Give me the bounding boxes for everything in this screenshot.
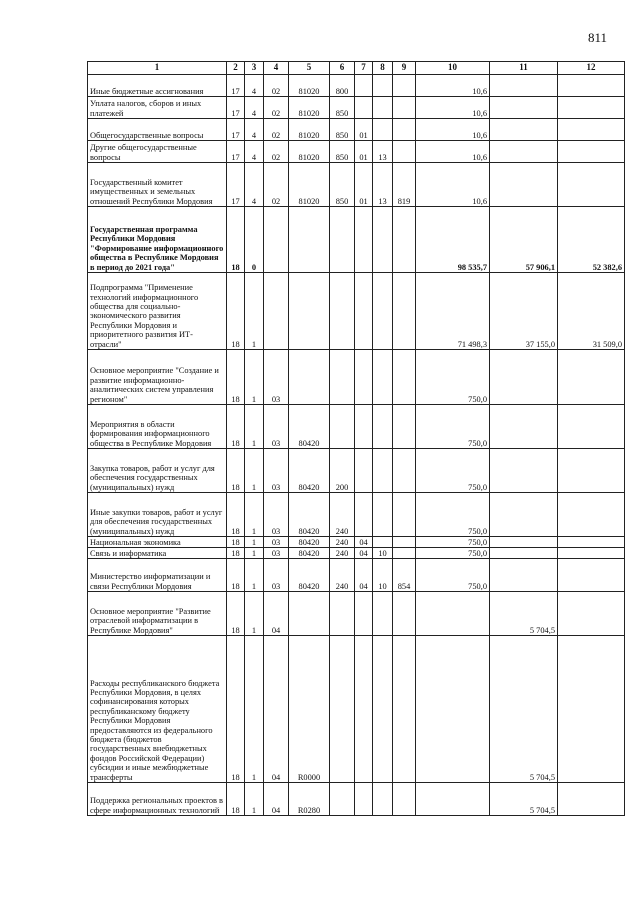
cell-col-8 (373, 537, 393, 548)
cell-col-9 (393, 141, 416, 163)
cell-col-6 (330, 405, 355, 449)
cell-col-8 (373, 119, 393, 141)
cell-col-4: 03 (264, 493, 289, 537)
cell-col-12 (558, 537, 625, 548)
cell-col-10: 750,0 (416, 449, 490, 493)
cell-col-7: 01 (355, 119, 373, 141)
cell-col-12 (558, 163, 625, 207)
cell-col-4: 03 (264, 559, 289, 592)
cell-col-5: 81020 (289, 119, 330, 141)
cell-col-9 (393, 548, 416, 559)
budget-table (87, 61, 625, 816)
cell-col-12 (558, 592, 625, 636)
cell-col-2: 18 (227, 592, 245, 636)
cell-col-12 (558, 559, 625, 592)
table-row (88, 493, 625, 537)
row-name-cell: Государственная программа Республики Мордовия "Формирование информационного общества в Республике Мордовия в период до 2021 года" (88, 207, 227, 273)
cell-col-5: 80420 (289, 405, 330, 449)
cell-col-10: 10,6 (416, 75, 490, 97)
cell-col-7 (355, 273, 373, 350)
cell-col-4: 04 (264, 636, 289, 783)
cell-col-11 (490, 548, 558, 559)
cell-col-4: 02 (264, 75, 289, 97)
cell-col-5 (289, 207, 330, 273)
cell-col-9 (393, 405, 416, 449)
cell-col-8 (373, 783, 393, 816)
cell-col-10: 10,6 (416, 119, 490, 141)
cell-col-11: 37 155,0 (490, 273, 558, 350)
cell-col-2: 17 (227, 141, 245, 163)
column-header-12: 12 (558, 62, 625, 75)
cell-col-7: 01 (355, 141, 373, 163)
row-name-cell: Другие общегосударственные вопросы (88, 141, 227, 163)
cell-col-9 (393, 75, 416, 97)
table-row (88, 636, 625, 783)
row-name-cell: Иные закупки товаров, работ и услуг для обеспечения государственных (муниципальных) нужд (88, 493, 227, 537)
cell-col-10: 10,6 (416, 163, 490, 207)
cell-col-11 (490, 537, 558, 548)
cell-col-6 (330, 783, 355, 816)
cell-col-2: 18 (227, 493, 245, 537)
cell-col-4: 02 (264, 163, 289, 207)
cell-col-2: 18 (227, 548, 245, 559)
cell-col-5 (289, 350, 330, 405)
cell-col-7 (355, 350, 373, 405)
cell-col-11 (490, 559, 558, 592)
cell-col-6: 240 (330, 537, 355, 548)
cell-col-3: 0 (245, 207, 264, 273)
cell-col-6: 850 (330, 141, 355, 163)
row-name-cell: Основное мероприятие "Создание и развитие информационно-аналитических систем управления регионом" (88, 350, 227, 405)
cell-col-10: 10,6 (416, 141, 490, 163)
cell-col-4: 03 (264, 449, 289, 493)
cell-col-2: 17 (227, 75, 245, 97)
cell-col-10 (416, 783, 490, 816)
table-row (88, 273, 625, 350)
cell-col-8 (373, 97, 393, 119)
cell-col-6: 800 (330, 75, 355, 97)
cell-col-9 (393, 592, 416, 636)
cell-col-11 (490, 350, 558, 405)
cell-col-7 (355, 449, 373, 493)
cell-col-8 (373, 350, 393, 405)
cell-col-6: 240 (330, 493, 355, 537)
cell-col-8: 13 (373, 141, 393, 163)
cell-col-5: 81020 (289, 163, 330, 207)
row-name-cell: Национальная экономика (88, 537, 227, 548)
cell-col-2: 18 (227, 783, 245, 816)
cell-col-10: 750,0 (416, 350, 490, 405)
cell-col-7 (355, 783, 373, 816)
cell-col-2: 17 (227, 119, 245, 141)
cell-col-5: 80420 (289, 537, 330, 548)
cell-col-3: 4 (245, 141, 264, 163)
cell-col-3: 1 (245, 636, 264, 783)
column-header-8: 8 (373, 62, 393, 75)
cell-col-10: 750,0 (416, 537, 490, 548)
row-name-cell: Поддержка региональных проектов в сфере информационных технологий (88, 783, 227, 816)
cell-col-12 (558, 783, 625, 816)
cell-col-9 (393, 350, 416, 405)
cell-col-4: 04 (264, 783, 289, 816)
cell-col-4 (264, 273, 289, 350)
cell-col-8 (373, 449, 393, 493)
cell-col-12 (558, 405, 625, 449)
cell-col-9 (393, 493, 416, 537)
table-row (88, 119, 625, 141)
row-name-cell: Уплата налогов, сборов и иных платежей (88, 97, 227, 119)
cell-col-9 (393, 119, 416, 141)
cell-col-9 (393, 449, 416, 493)
table-row (88, 97, 625, 119)
cell-col-11 (490, 449, 558, 493)
cell-col-8 (373, 592, 393, 636)
cell-col-11 (490, 405, 558, 449)
cell-col-12: 31 509,0 (558, 273, 625, 350)
cell-col-10 (416, 636, 490, 783)
table-row (88, 141, 625, 163)
cell-col-7 (355, 405, 373, 449)
cell-col-10: 98 535,7 (416, 207, 490, 273)
cell-col-8 (373, 636, 393, 783)
cell-col-12 (558, 97, 625, 119)
cell-col-12: 52 382,6 (558, 207, 625, 273)
column-header-3: 3 (245, 62, 264, 75)
cell-col-8: 10 (373, 548, 393, 559)
cell-col-3: 1 (245, 592, 264, 636)
cell-col-6: 850 (330, 119, 355, 141)
cell-col-8 (373, 273, 393, 350)
cell-col-7 (355, 592, 373, 636)
cell-col-2: 18 (227, 273, 245, 350)
table-row (88, 559, 625, 592)
cell-col-3: 1 (245, 273, 264, 350)
cell-col-3: 1 (245, 493, 264, 537)
cell-col-11: 5 704,5 (490, 783, 558, 816)
cell-col-3: 4 (245, 119, 264, 141)
cell-col-11 (490, 141, 558, 163)
table-body (88, 75, 625, 816)
cell-col-4: 04 (264, 592, 289, 636)
cell-col-5: 80420 (289, 559, 330, 592)
column-header-10: 10 (416, 62, 490, 75)
column-header-5: 5 (289, 62, 330, 75)
cell-col-8: 10 (373, 559, 393, 592)
cell-col-12 (558, 350, 625, 405)
cell-col-10: 71 498,3 (416, 273, 490, 350)
table-row (88, 163, 625, 207)
row-name-cell: Подпрограмма "Применение технологий информационного общества для социально-экономического развития Республики Мордовия и приоритетного развития ИТ-отрасли" (88, 273, 227, 350)
cell-col-8: 13 (373, 163, 393, 207)
cell-col-11 (490, 493, 558, 537)
cell-col-3: 4 (245, 97, 264, 119)
cell-col-9 (393, 207, 416, 273)
cell-col-3: 1 (245, 548, 264, 559)
cell-col-7: 01 (355, 163, 373, 207)
cell-col-7: 04 (355, 559, 373, 592)
cell-col-3: 4 (245, 75, 264, 97)
cell-col-12 (558, 636, 625, 783)
row-name-cell: Общегосударственные вопросы (88, 119, 227, 141)
cell-col-12 (558, 493, 625, 537)
table-row (88, 405, 625, 449)
cell-col-3: 1 (245, 783, 264, 816)
cell-col-8 (373, 493, 393, 537)
cell-col-9 (393, 783, 416, 816)
cell-col-9 (393, 97, 416, 119)
cell-col-11 (490, 163, 558, 207)
cell-col-2: 18 (227, 559, 245, 592)
cell-col-7 (355, 97, 373, 119)
cell-col-5 (289, 273, 330, 350)
cell-col-10 (416, 592, 490, 636)
cell-col-4: 03 (264, 350, 289, 405)
page-number: 811 (588, 30, 608, 45)
cell-col-11 (490, 97, 558, 119)
cell-col-4: 02 (264, 141, 289, 163)
cell-col-7: 04 (355, 537, 373, 548)
cell-col-5: 81020 (289, 97, 330, 119)
cell-col-3: 1 (245, 537, 264, 548)
cell-col-12 (558, 75, 625, 97)
cell-col-2: 17 (227, 163, 245, 207)
column-header-2: 2 (227, 62, 245, 75)
cell-col-3: 1 (245, 350, 264, 405)
row-name-cell: Иные бюджетные ассигнования (88, 75, 227, 97)
cell-col-6 (330, 350, 355, 405)
table-row (88, 537, 625, 548)
cell-col-10: 750,0 (416, 493, 490, 537)
cell-col-12 (558, 449, 625, 493)
cell-col-12 (558, 141, 625, 163)
cell-col-4: 03 (264, 405, 289, 449)
table-row (88, 783, 625, 816)
cell-col-9 (393, 537, 416, 548)
cell-col-5: R0000 (289, 636, 330, 783)
row-name-cell: Министерство информатизации и связи Республики Мордовия (88, 559, 227, 592)
cell-col-9: 854 (393, 559, 416, 592)
table-row (88, 75, 625, 97)
row-name-cell: Связь и информатика (88, 548, 227, 559)
cell-col-7 (355, 75, 373, 97)
cell-col-3: 4 (245, 163, 264, 207)
cell-col-11: 5 704,5 (490, 636, 558, 783)
cell-col-11 (490, 119, 558, 141)
cell-col-5: 80420 (289, 449, 330, 493)
cell-col-3: 1 (245, 559, 264, 592)
cell-col-8 (373, 75, 393, 97)
cell-col-5: 80420 (289, 493, 330, 537)
row-name-cell: Закупка товаров, работ и услуг для обеспечения государственных (муниципальных) нужд (88, 449, 227, 493)
cell-col-4: 02 (264, 97, 289, 119)
column-header-9: 9 (393, 62, 416, 75)
column-header-7: 7 (355, 62, 373, 75)
cell-col-4 (264, 207, 289, 273)
cell-col-10: 750,0 (416, 559, 490, 592)
row-name-cell: Мероприятия в области формирования информационного общества в Республике Мордовия (88, 405, 227, 449)
row-name-cell: Расходы республиканского бюджета Республики Мордовия, в целях софинансирования которых республиканскому бюджету Республики Мордовия предоставляются из федерального бюджета (бюджетов государственных внебюджетных фондов Российской Федерации) субсидии и иные межбюджетные трансферты (88, 636, 227, 783)
cell-col-2: 17 (227, 97, 245, 119)
cell-col-10: 10,6 (416, 97, 490, 119)
cell-col-5 (289, 592, 330, 636)
cell-col-5: 80420 (289, 548, 330, 559)
cell-col-4: 03 (264, 548, 289, 559)
cell-col-6: 240 (330, 559, 355, 592)
column-header-1: 1 (88, 62, 227, 75)
table-row (88, 207, 625, 273)
cell-col-6: 240 (330, 548, 355, 559)
cell-col-6 (330, 273, 355, 350)
cell-col-11 (490, 75, 558, 97)
cell-col-11: 57 906,1 (490, 207, 558, 273)
cell-col-5: R0280 (289, 783, 330, 816)
cell-col-3: 1 (245, 405, 264, 449)
cell-col-6: 200 (330, 449, 355, 493)
cell-col-11: 5 704,5 (490, 592, 558, 636)
cell-col-7 (355, 636, 373, 783)
cell-col-7 (355, 207, 373, 273)
cell-col-2: 18 (227, 537, 245, 548)
cell-col-5: 81020 (289, 141, 330, 163)
cell-col-2: 18 (227, 207, 245, 273)
table-row (88, 592, 625, 636)
cell-col-4: 03 (264, 537, 289, 548)
cell-col-7 (355, 493, 373, 537)
cell-col-2: 18 (227, 449, 245, 493)
cell-col-9: 819 (393, 163, 416, 207)
cell-col-8 (373, 405, 393, 449)
cell-col-10: 750,0 (416, 405, 490, 449)
cell-col-6 (330, 207, 355, 273)
row-name-cell: Основное мероприятие "Развитие отраслевой информатизации в Республике Мордовия" (88, 592, 227, 636)
cell-col-6: 850 (330, 163, 355, 207)
column-header-4: 4 (264, 62, 289, 75)
header-row (88, 62, 625, 75)
cell-col-9 (393, 636, 416, 783)
cell-col-8 (373, 207, 393, 273)
column-header-6: 6 (330, 62, 355, 75)
table-row (88, 350, 625, 405)
column-header-11: 11 (490, 62, 558, 75)
cell-col-6 (330, 592, 355, 636)
cell-col-3: 1 (245, 449, 264, 493)
cell-col-4: 02 (264, 119, 289, 141)
cell-col-12 (558, 119, 625, 141)
table-row (88, 449, 625, 493)
cell-col-2: 18 (227, 350, 245, 405)
cell-col-5: 81020 (289, 75, 330, 97)
table-row (88, 548, 625, 559)
cell-col-10: 750,0 (416, 548, 490, 559)
cell-col-12 (558, 548, 625, 559)
cell-col-7: 04 (355, 548, 373, 559)
cell-col-2: 18 (227, 405, 245, 449)
cell-col-6 (330, 636, 355, 783)
cell-col-2: 18 (227, 636, 245, 783)
cell-col-9 (393, 273, 416, 350)
cell-col-6: 850 (330, 97, 355, 119)
row-name-cell: Государственный комитет имущественных и земельных отношений Республики Мордовия (88, 163, 227, 207)
